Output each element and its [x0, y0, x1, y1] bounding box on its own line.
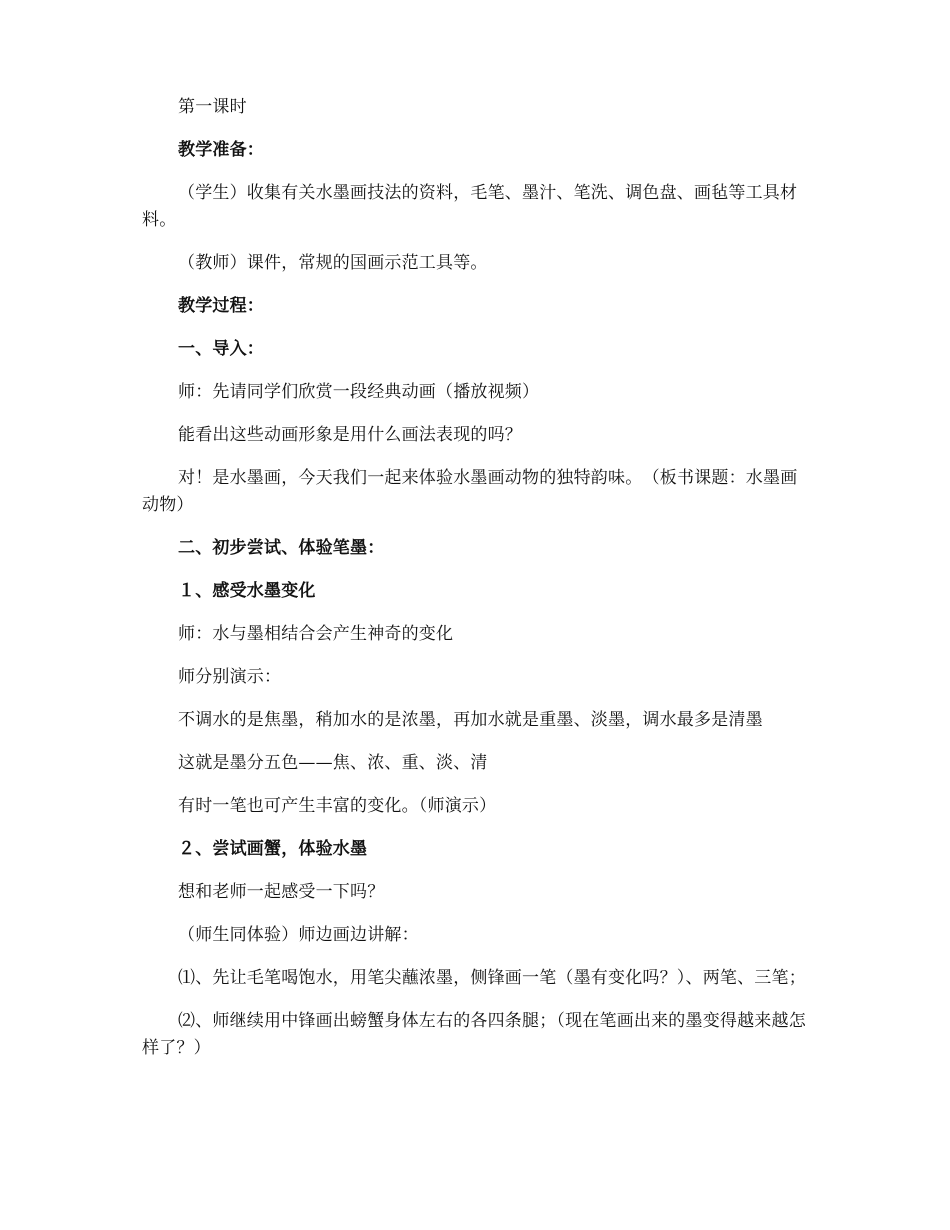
section-heading-process: 教学过程： [178, 296, 264, 316]
paragraph-student-prep: （学生）收集有关水墨画技法的资料，毛笔、墨汁、笔洗、调色盘、画毡等工具材料。 [142, 183, 798, 230]
paragraph-ink-3: 不调水的是焦墨，稍加水的是浓墨，再加水就是重墨、淡墨，调水最多是清墨 [178, 710, 763, 730]
paragraph-intro-2: 能看出这些动画形象是用什么画法表现的吗？ [178, 425, 522, 445]
paragraph-ink-2: 师分别演示： [178, 667, 282, 687]
subheading-try: 二、初步尝试、体验笔墨： [178, 538, 385, 558]
paragraph-teacher-prep: （教师）课件，常规的国画示范工具等。 [178, 253, 488, 273]
paragraph-intro-1: 师：先请同学们欣赏一段经典动画（播放视频） [178, 382, 540, 402]
subheading-crab: ２、尝试画蟹，体验水墨 [178, 839, 368, 859]
paragraph-crab-2: （师生同体验）师边画边讲解： [178, 925, 419, 945]
lesson-heading: 第一课时 [178, 97, 247, 117]
subheading-feel-ink: １、感受水墨变化 [178, 581, 316, 601]
section-heading-preparation: 教学准备： [178, 140, 264, 160]
paragraph-crab-step-2: ⑵、师继续用中锋画出螃蟹身体左右的各四条腿；（现在笔画出来的墨变得越来越怎样了？） [142, 1011, 806, 1058]
paragraph-crab-step-1: ⑴、先让毛笔喝饱水，用笔尖蘸浓墨，侧锋画一笔（墨有变化吗？）、两笔、三笔； [178, 968, 806, 988]
paragraph-ink-4: 这就是墨分五色——焦、浓、重、淡、清 [178, 753, 488, 773]
document-page [142, 94, 812, 1078]
subheading-intro: 一、导入： [178, 339, 264, 359]
paragraph-ink-5: 有时一笔也可产生丰富的变化。（师演示） [178, 796, 497, 816]
paragraph-crab-1: 想和老师一起感受一下吗？ [178, 882, 385, 902]
paragraph-intro-3: 对！是水墨画，今天我们一起来体验水墨画动物的独特韵味。 （板书课题：水墨画动物） [142, 468, 798, 515]
paragraph-ink-1: 师：水与墨相结合会产生神奇的变化 [178, 624, 454, 644]
